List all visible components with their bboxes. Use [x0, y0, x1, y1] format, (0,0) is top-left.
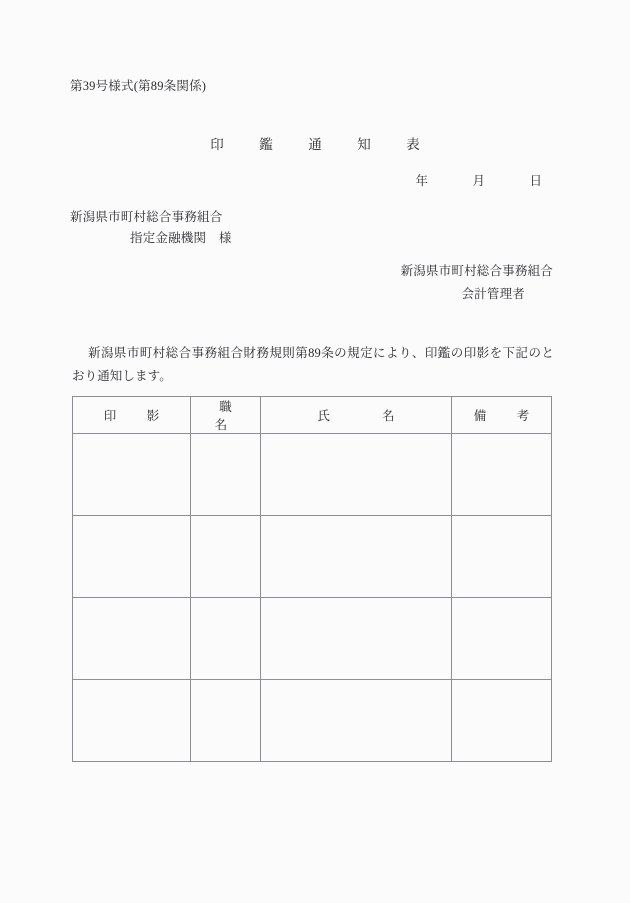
cell-job-title[interactable]: [191, 516, 261, 598]
addressee-organization: 新潟県市町村総合事務組合: [70, 210, 223, 224]
table-row: [73, 434, 552, 516]
column-header-remarks: 備 考: [452, 397, 552, 434]
cell-full-name[interactable]: [261, 434, 452, 516]
cell-full-name[interactable]: [261, 516, 452, 598]
cell-job-title[interactable]: [191, 680, 261, 762]
column-header-full-name: 氏 名: [261, 397, 452, 434]
sender-organization: 新潟県市町村総合事務組合: [400, 264, 553, 278]
column-header-seal-impression: 印 影: [73, 397, 191, 434]
cell-seal-impression[interactable]: [73, 516, 191, 598]
cell-remarks[interactable]: [452, 516, 552, 598]
cell-job-title[interactable]: [191, 598, 261, 680]
addressee-department: 指定金融機関 様: [130, 231, 232, 245]
cell-remarks[interactable]: [452, 434, 552, 516]
cell-seal-impression[interactable]: [73, 680, 191, 762]
sender-title: 会計管理者: [461, 287, 525, 301]
table-row: [73, 598, 552, 680]
table-row: [73, 516, 552, 598]
body-paragraph: 新潟県市町村総合事務組合財務規則第89条の規定により、印鑑の印影を下記のとおり通知します。: [72, 346, 554, 384]
table-header-row: [73, 397, 552, 434]
page-title: 印 鑑 通 知 表: [210, 137, 431, 152]
cell-full-name[interactable]: [261, 598, 452, 680]
cell-job-title[interactable]: [191, 434, 261, 516]
form-number: 第39号様式(第89条関係): [70, 79, 207, 93]
column-header-job-title: 職 名: [191, 397, 261, 434]
cell-full-name[interactable]: [261, 680, 452, 762]
cell-remarks[interactable]: [452, 598, 552, 680]
cell-seal-impression[interactable]: [73, 434, 191, 516]
date-line: 年 月 日: [415, 174, 558, 188]
cell-remarks[interactable]: [452, 680, 552, 762]
table-row: [73, 680, 552, 762]
seal-registration-table: [72, 396, 552, 762]
cell-seal-impression[interactable]: [73, 598, 191, 680]
